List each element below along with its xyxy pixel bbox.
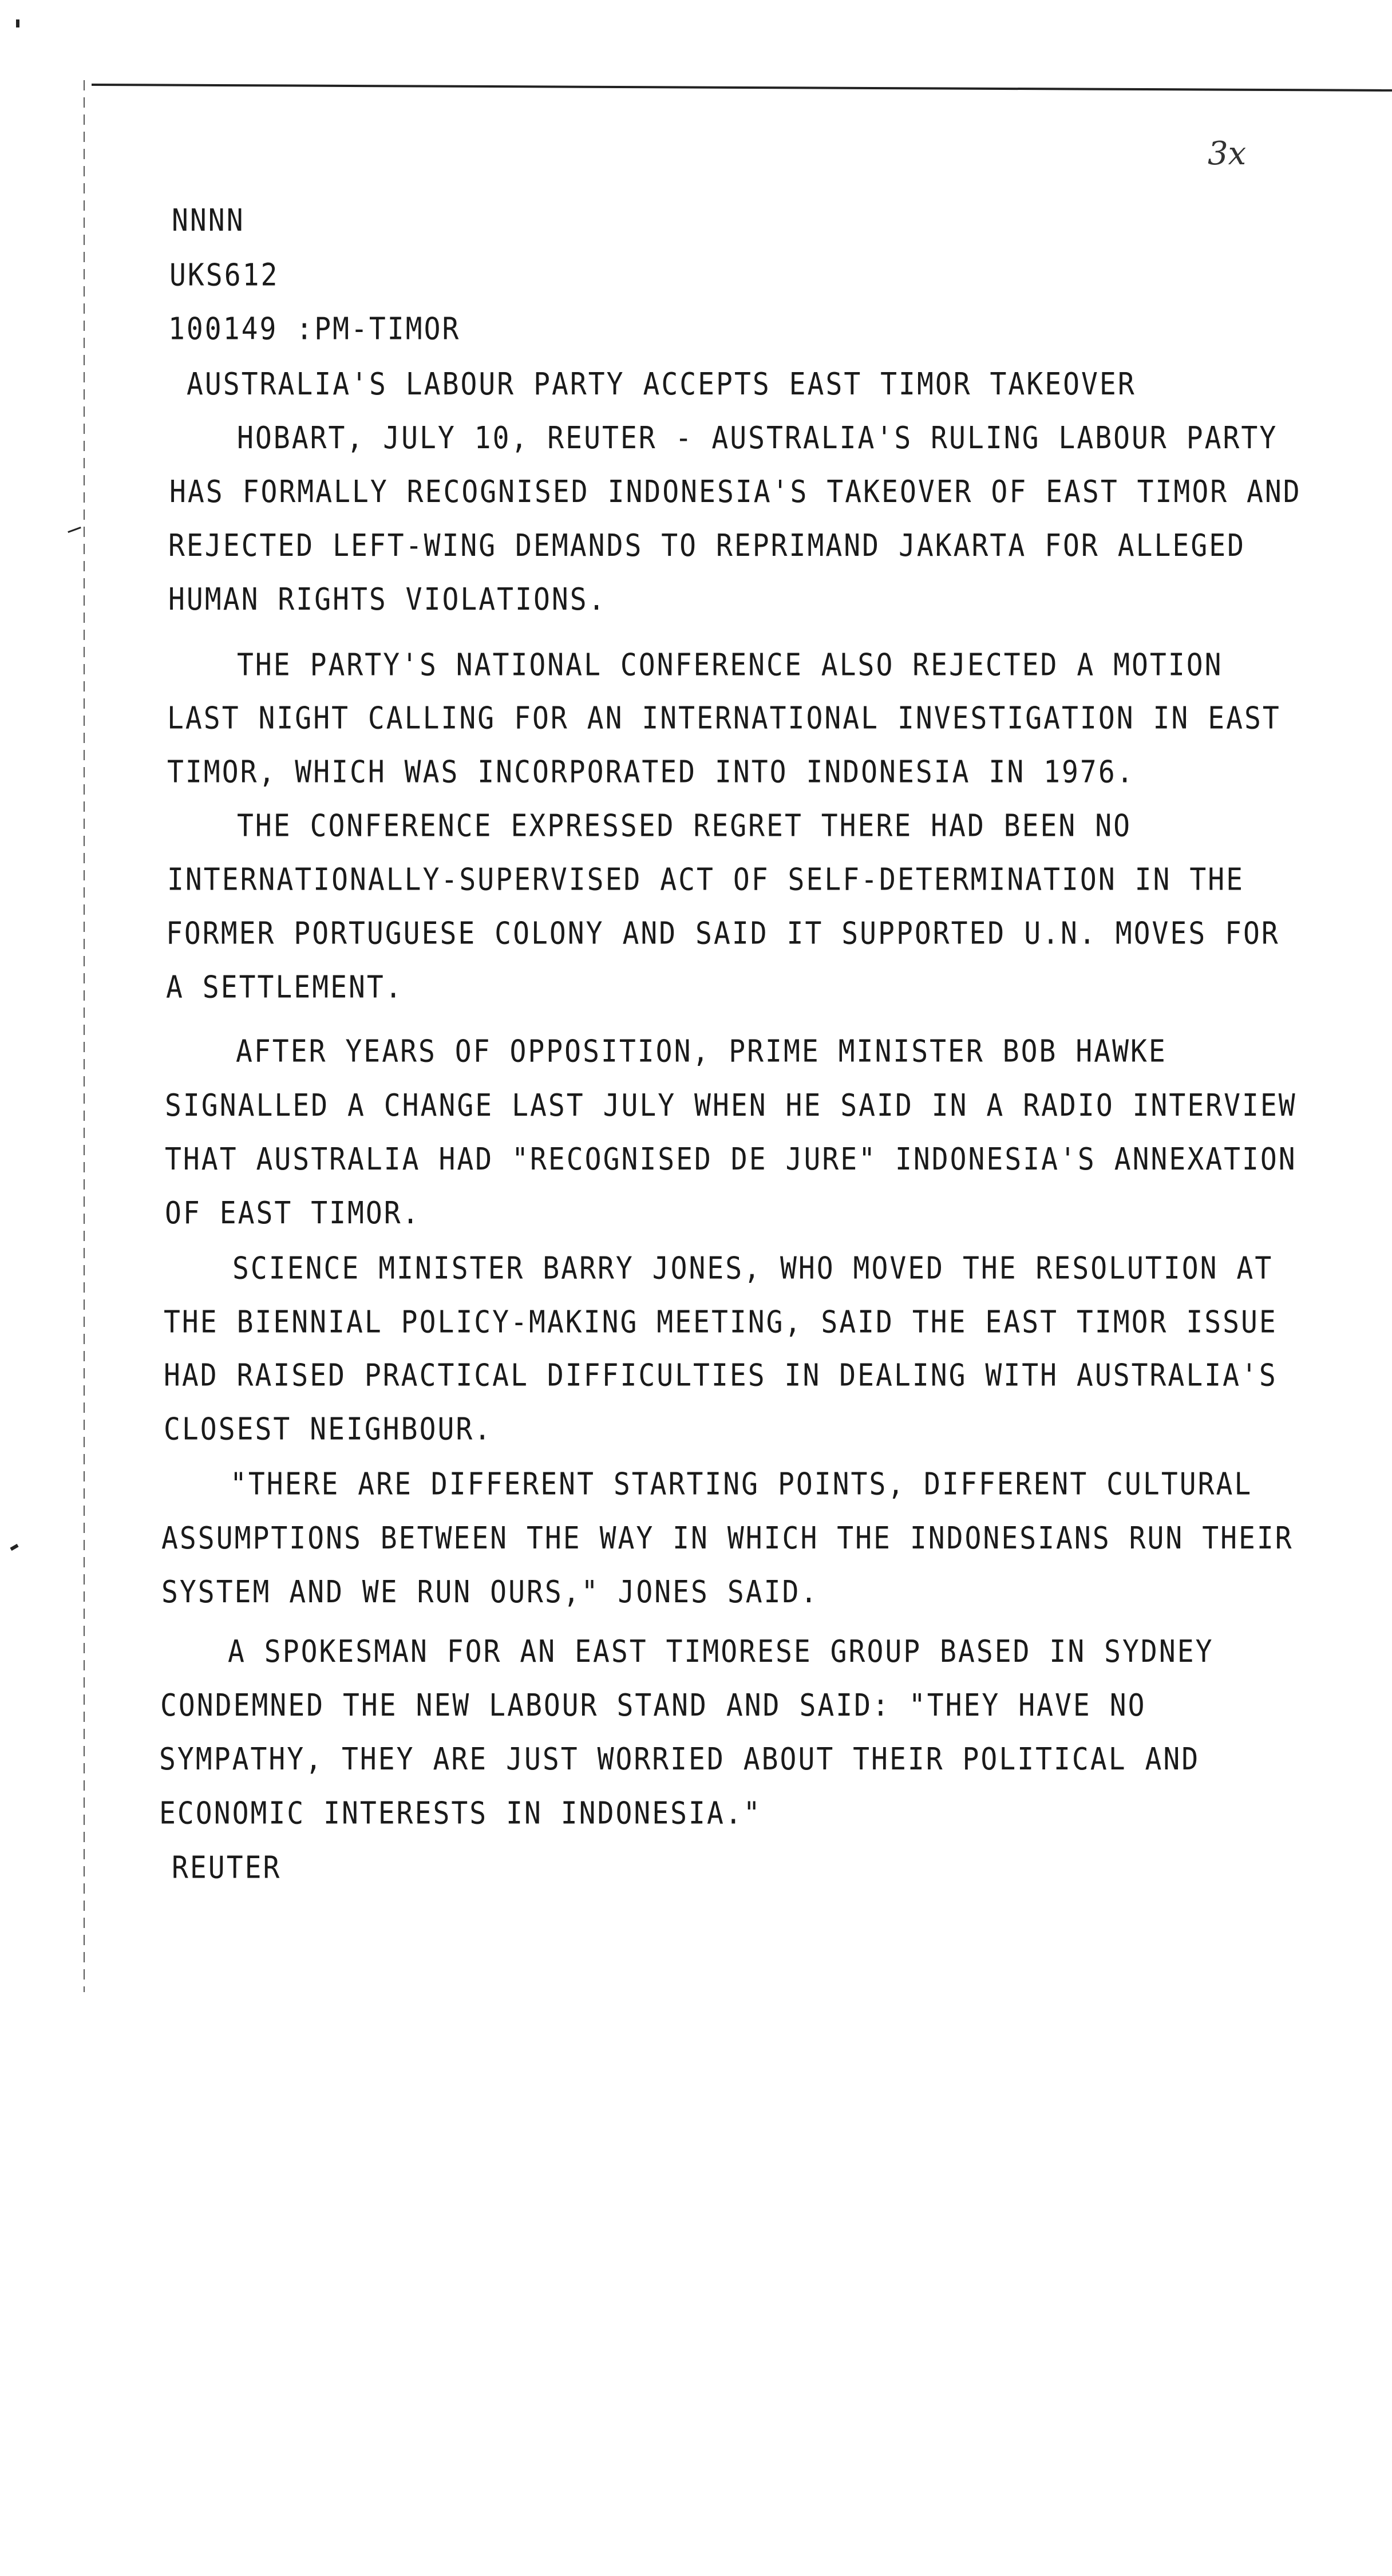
body-line: A SPOKESMAN FOR AN EAST TIMORESE GROUP BASED IN SYDNEY <box>228 1633 1214 1670</box>
body-line: ECONOMIC INTERESTS IN INDONESIA." <box>159 1795 762 1831</box>
body-line: HUMAN RIGHTS VIOLATIONS. <box>168 581 607 618</box>
body-line: CONDEMNED THE NEW LABOUR STAND AND SAID: "THEY HAVE NO <box>160 1687 1146 1724</box>
body-line: "THERE ARE DIFFERENT STARTING POINTS, DIFFERENT CULTURAL <box>230 1466 1253 1503</box>
body-line: SYSTEM AND WE RUN OURS," JONES SAID. <box>161 1574 819 1610</box>
headline: AUSTRALIA'S LABOUR PARTY ACCEPTS EAST TIMOR TAKEOVER <box>187 366 1136 402</box>
body-line: HAD RAISED PRACTICAL DIFFICULTIES IN DEALING WITH AUSTRALIA'S <box>164 1357 1278 1394</box>
body-line: REJECTED LEFT-WING DEMANDS TO REPRIMAND JAKARTA FOR ALLEGED <box>168 527 1246 564</box>
footer-sign-off: REUTER <box>172 1850 282 1886</box>
body-line: HAS FORMALLY RECOGNISED INDONESIA'S TAKEOVER OF EAST TIMOR AND <box>169 473 1302 510</box>
body-line: INTERNATIONALLY-SUPERVISED ACT OF SELF-DETERMINATION IN THE <box>167 862 1245 898</box>
body-line: OF EAST TIMOR. <box>165 1195 421 1231</box>
body-line: HOBART, JULY 10, REUTER - AUSTRALIA'S RULING LABOUR PARTY <box>237 420 1278 456</box>
body-line: THAT AUSTRALIA HAD "RECOGNISED DE JURE" INDONESIA'S ANNEXATION <box>165 1141 1297 1178</box>
handwritten-note: 3x <box>1208 135 1247 172</box>
header-line: NNNN <box>172 202 245 239</box>
header-line: 100149 :PM-TIMOR <box>168 311 461 347</box>
header-line: UKS612 <box>169 257 279 294</box>
body-line: A SETTLEMENT. <box>166 969 404 1006</box>
body-line: THE PARTY'S NATIONAL CONFERENCE ALSO REJECTED A MOTION <box>237 646 1223 683</box>
body-line: LAST NIGHT CALLING FOR AN INTERNATIONAL INVESTIGATION IN EAST <box>167 700 1281 737</box>
body-line: AFTER YEARS OF OPPOSITION, PRIME MINISTER BOB HAWKE <box>236 1033 1167 1070</box>
body-line: TIMOR, WHICH WAS INCORPORATED INTO INDONESIA IN 1976. <box>167 754 1135 791</box>
body-line: THE CONFERENCE EXPRESSED REGRET THERE HAD BEEN NO <box>237 808 1132 844</box>
body-line: SYMPATHY, THEY ARE JUST WORRIED ABOUT THEIR POLITICAL AND <box>159 1741 1200 1777</box>
body-line: SCIENCE MINISTER BARRY JONES, WHO MOVED THE RESOLUTION AT <box>232 1250 1274 1286</box>
body-line: THE BIENNIAL POLICY-MAKING MEETING, SAID THE EAST TIMOR ISSUE <box>164 1303 1278 1340</box>
body-line: ASSUMPTIONS BETWEEN THE WAY IN WHICH THE INDONESIANS RUN THEIR <box>161 1520 1294 1556</box>
body-line: SIGNALLED A CHANGE LAST JULY WHEN HE SAID IN A RADIO INTERVIEW <box>165 1087 1297 1124</box>
body-line: CLOSEST NEIGHBOUR. <box>164 1411 493 1448</box>
body-line: FORMER PORTUGUESE COLONY AND SAID IT SUPPORTED U.N. MOVES FOR <box>166 915 1280 952</box>
